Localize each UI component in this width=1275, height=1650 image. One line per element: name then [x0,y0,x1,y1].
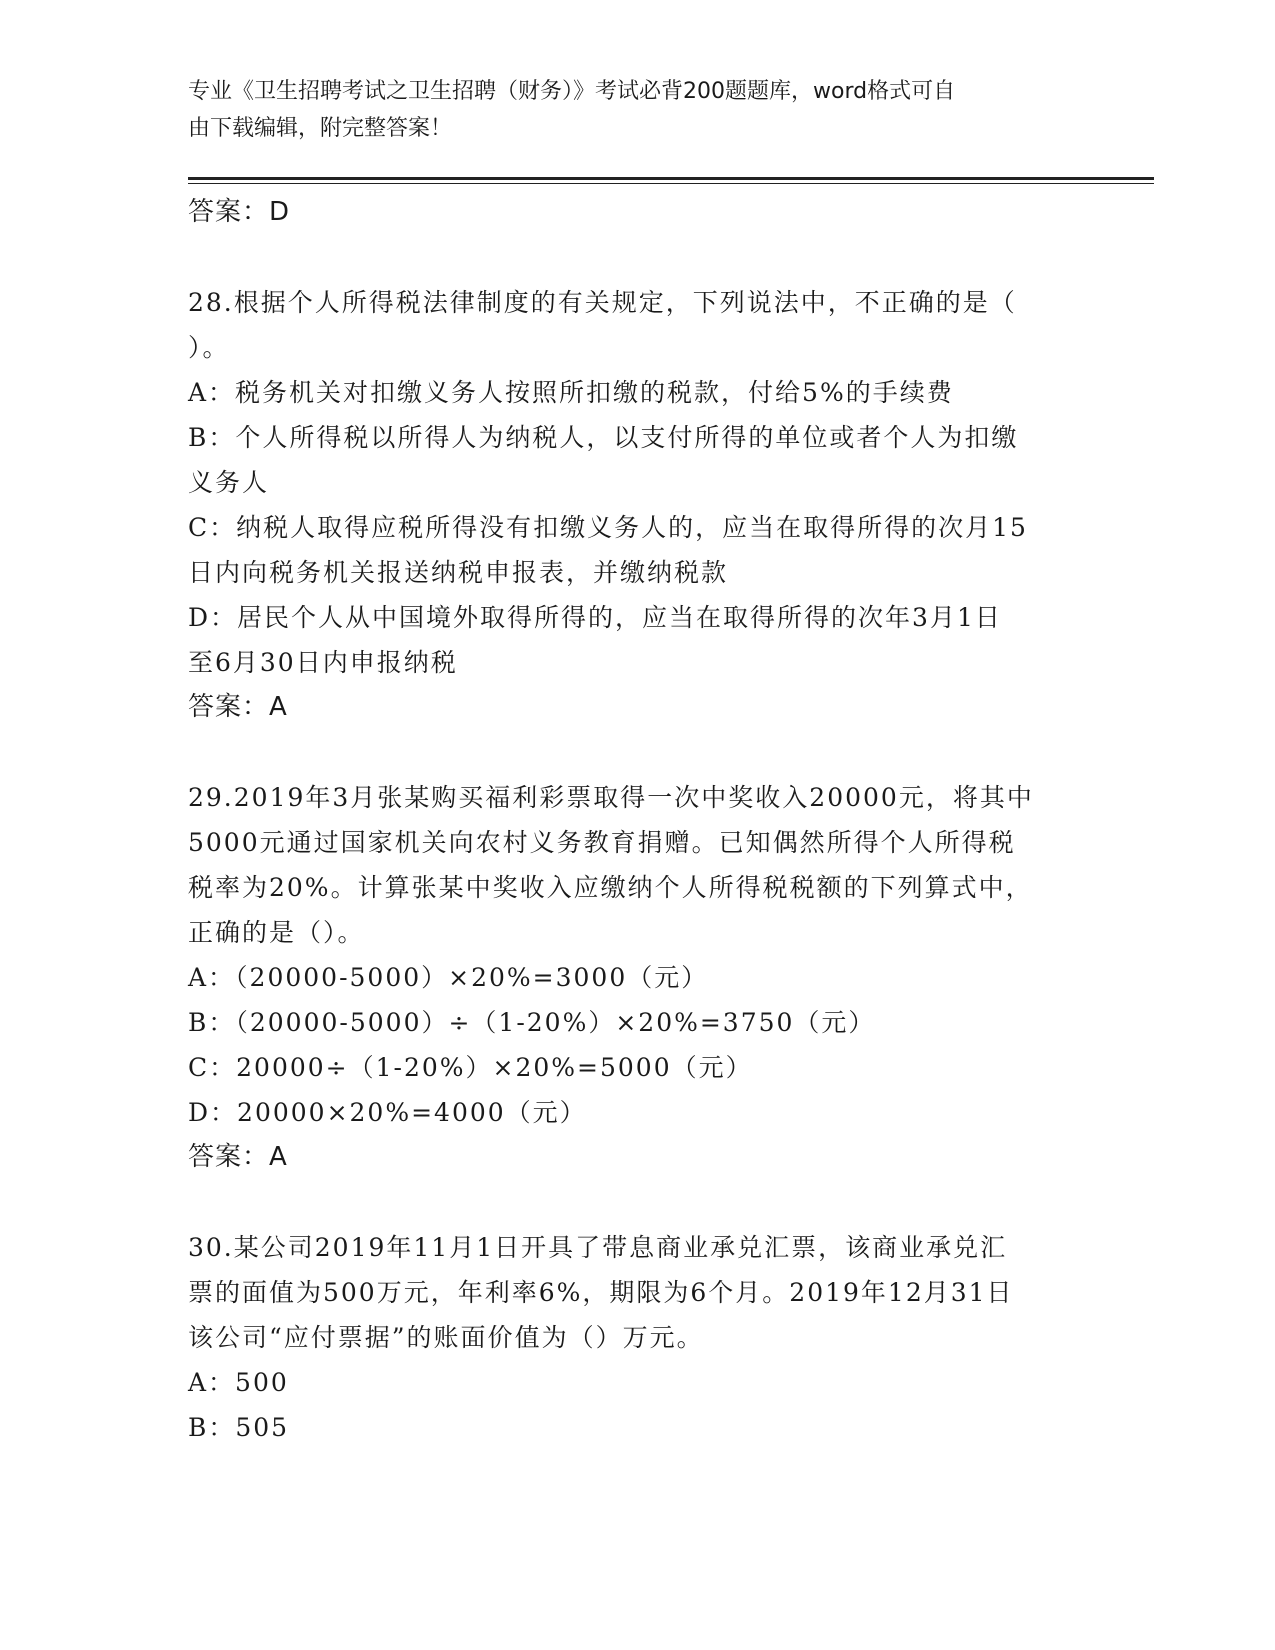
option-b: B：505 [188,1413,290,1442]
question-list [188,190,1088,1450]
answer-label: 答案：A [188,1142,288,1172]
question-block [188,1225,1088,1450]
spacer [188,1180,1088,1225]
option-c: C：20000÷（1-20%）×20%=5000（元） [188,1053,753,1082]
question-stem: 28.根据个人所得税法律制度的有关规定，下列说法中，不正确的是（ ）。 [188,288,1017,362]
spacer [188,235,1088,280]
spacer [188,730,1088,775]
option-a: A：500 [188,1368,289,1397]
header-line: 专业《卫生招聘考试之卫生招聘（财务）》考试必背200题题库，word格式可自 [188,79,956,104]
header-rule [188,183,1154,184]
answer-label: 答案：D [188,197,291,227]
question-stem: 30.某公司2019年11月1日开具了带息商业承兑汇票，该商业承兑汇 票的面值为500万元，年利率6%，期限为6个月。2019年12月31日 该公司“应付票据”的账面价值为（）万元。 [188,1233,1014,1352]
option-d: D：居民个人从中国境外取得所得的，应当在取得所得的次年3月1日 至6月30日内申报纳税 [188,603,1002,677]
question-block [188,280,1088,730]
option-a: A：（20000-5000）×20%=3000（元） [188,963,709,992]
option-c: C：纳税人取得应税所得没有扣缴义务人的，应当在取得所得的次月15 日内向税务机关报送纳税申报表，并缴纳税款 [188,513,1028,587]
option-a: A：税务机关对扣缴义务人按照所扣缴的税款，付给5%的手续费 [188,378,954,407]
header-rule [188,177,1154,180]
option-b: B：（20000-5000）÷（1-20%）×20%=3750（元） [188,1008,876,1037]
answer-label: 答案：A [188,692,288,722]
question-block [188,775,1088,1180]
header-line: 由下载编辑，附完整答案！ [188,116,453,141]
question-stem: 29.2019年3月张某购买福利彩票取得一次中奖收入20000元，将其中 5000元通过国家机关向农村义务教育捐赠。已知偶然所得个人所得税 税率为20%。计算张某中奖收入应缴纳个人所得税税额的下列算式中， 正确的是（）。 [188,783,1034,947]
option-d: D：20000×20%=4000（元） [188,1098,587,1127]
page-header [188,73,1068,147]
option-b: B：个人所得税以所得人为纳税人，以支付所得的单位或者个人为扣缴 义务人 [188,423,1019,497]
